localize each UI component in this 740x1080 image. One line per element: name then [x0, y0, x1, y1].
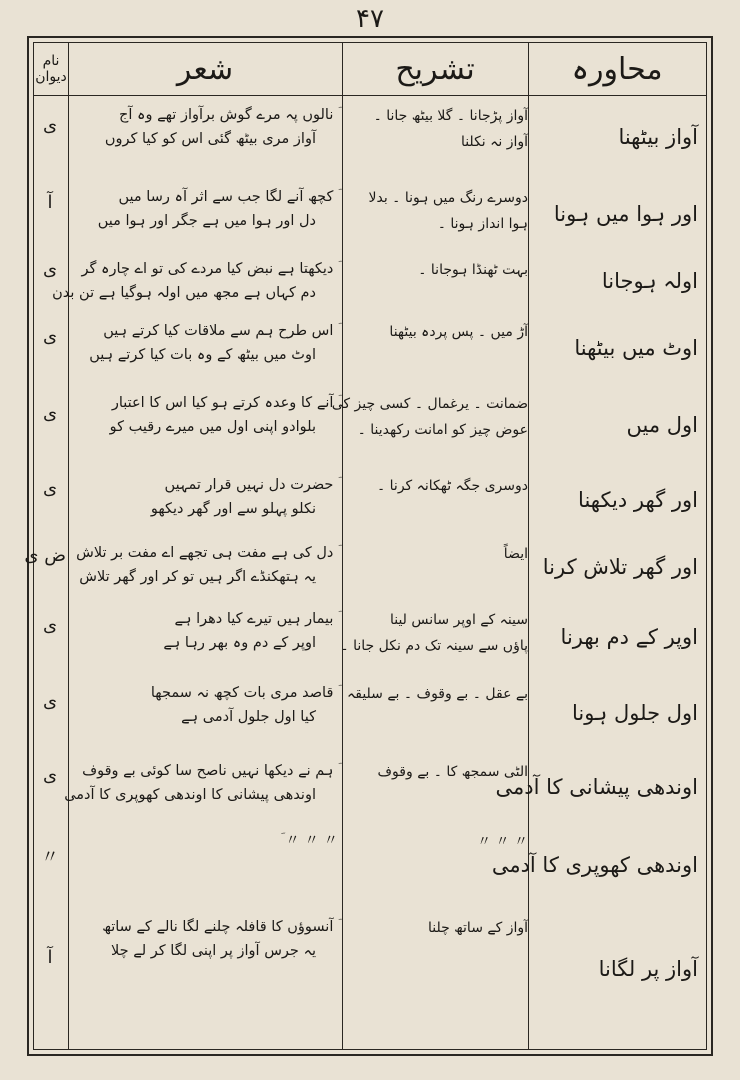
verse-line: ؔ قاصد مری بات کچھ نہ سمجھا [150, 685, 338, 701]
idiom-explanation [354, 185, 528, 237]
verse-line: اوپر کے دم وہ بھر رہا ہے [163, 635, 316, 651]
verse-line: ؔ اس طرح ہم سے ملاقات کیا کرتے ہیں [103, 323, 338, 339]
table-row [34, 181, 706, 251]
verse-line: کیا اول جلول آدمی ہے [181, 709, 316, 725]
table-row [34, 911, 706, 1031]
idiom-explanation [354, 759, 528, 785]
table-row [34, 99, 706, 179]
verse-line: آواز مری بیٹھ گئی اس کو کیا کروں [104, 131, 316, 147]
idiom-explanation [354, 103, 528, 155]
verse-line: ؔ نالوں پہ مرے گوش برآواز تھے وہ آج [119, 107, 338, 123]
verse-line: اوندھی پیشانی کا اوندھی کھوپری کا آدمی [64, 787, 316, 803]
idiom-phrase: اوندھی کھوپری کا آدمی [491, 853, 698, 877]
diwan-marker: 〃 [41, 847, 59, 868]
idiom-explanation [354, 541, 528, 567]
idiom-explanation [340, 607, 528, 659]
explanation-line: بے عقل ۔ بے وقوف ۔ بے سلیقہ [347, 686, 528, 702]
explanation-line: دوسرے رنگ میں ہونا ۔ بدلا [368, 190, 528, 206]
verse-line: یہ ہتھکنڈے اگر ہیں تو کر اور گھر تلاش [79, 569, 316, 585]
explanation-line: پاؤں سے سینہ تک دم نکل جانا ۔ [340, 638, 528, 654]
idiom-explanation [354, 257, 528, 283]
idiom-phrase: اور گھر تلاش کرنا [542, 555, 698, 579]
page-number: ۴۷ [356, 4, 384, 34]
table-row [34, 315, 706, 385]
header-diwan: نام دیوان [35, 53, 67, 85]
diwan-marker: ی [42, 691, 58, 712]
diwan-marker: ی [42, 326, 58, 347]
idiom-phrase: آواز پر لگانا [598, 957, 698, 981]
verse-couplet [70, 915, 338, 963]
verse-line: ؔ آنے کا وعدہ کرتے ہو کیا اس کا اعتبار [111, 395, 338, 411]
idiom-phrase: اور گھر دیکھنا [578, 488, 698, 512]
table-row [34, 603, 706, 675]
table-row [34, 253, 706, 313]
explanation-line: آواز نہ نکلنا [460, 134, 528, 150]
explanation-line: آواز پڑجانا ۔ گلا بیٹھ جانا ۔ [373, 108, 528, 124]
table-row [34, 755, 706, 823]
diwan-marker: ی [42, 615, 58, 636]
diwan-marker: ی [42, 115, 58, 136]
verse-line: ؔ دل کی ہے مفت ہی تجھے اے مفت بر تلاش [76, 545, 338, 561]
diwan-marker: ی [42, 259, 58, 280]
diwan-marker: آ [47, 947, 53, 968]
verse-couplet [70, 473, 338, 521]
explanation-line: بہت ٹھنڈا ہوجانا ۔ [418, 262, 528, 278]
verse-couplet [64, 759, 338, 807]
verse-couplet [70, 829, 338, 853]
idiom-explanation [354, 473, 528, 499]
explanation-line: آواز کے ساتھ چلنا [427, 920, 528, 936]
header-explanation: تشریح [395, 51, 475, 87]
diwan-marker: آ [47, 192, 53, 213]
verse-line: ؔ بیمار ہیں تیرے کیا دھرا ہے [174, 611, 338, 627]
table-row [34, 677, 706, 753]
verse-couplet [70, 607, 338, 655]
header-verse: شعر [176, 51, 234, 87]
verse-line: دل اور ہوا میں ہے جگر اور ہوا میں [97, 213, 316, 229]
verse-couplet [70, 185, 338, 233]
verse-line: 〃 〃 〃 ؔ [280, 833, 338, 849]
verse-couplet [70, 103, 338, 151]
verse-line: ؔ کچھ آنے لگا جب سے اثر آہ رسا میں [118, 189, 338, 205]
header-divider [34, 95, 706, 96]
table-row [24, 537, 706, 601]
verse-line: ؔ حضرت دل نہیں قرار تمہیں [164, 477, 338, 493]
verse-line: دم کہاں ہے مجھ میں اولہ ہوگیا ہے تن بدن [52, 285, 316, 301]
explanation-line: ہوا انداز ہونا ۔ [437, 216, 528, 232]
diwan-marker: ی [42, 478, 58, 499]
verse-line: اوٹ میں بیٹھ کے وہ بات کیا کرتے ہیں [89, 347, 316, 363]
explanation-line: دوسری جگہ ٹھکانہ کرنا ۔ [377, 478, 528, 494]
idiom-phrase: اوپر کے دم بھرنا [560, 625, 698, 649]
idiom-explanation [354, 915, 528, 941]
explanation-line: سینہ کے اوپر سانس لینا [389, 612, 528, 628]
diwan-marker: ی [42, 765, 58, 786]
explanation-line: ایضاً [503, 546, 528, 562]
explanation-line: الٹی سمجھ کا ۔ بے وقوف [377, 764, 528, 780]
diwan-marker: ض ی [24, 545, 66, 566]
verse-line: نکلو پہلو سے اور گھر دیکھو [150, 501, 316, 517]
diwan-marker: ی [42, 403, 58, 424]
explanation-line: 〃 〃 〃 [477, 834, 528, 850]
explanation-line: آڑ میں ۔ پس پردہ بیٹھنا [389, 324, 528, 340]
explanation-line: ضمانت ۔ یرغمال ۔ کسی چیز کی [331, 396, 528, 412]
table-row [34, 469, 706, 535]
verse-line: بلوادو اپنی اول میں میرے رقیب کو [109, 419, 316, 435]
idiom-explanation [347, 681, 528, 707]
table-row [34, 387, 706, 467]
idiom-explanation [331, 391, 528, 443]
idiom-phrase: اول جلول ہونا [571, 701, 698, 725]
idiom-phrase: اول میں [626, 413, 698, 437]
verse-couplet [70, 391, 338, 439]
idiom-phrase: اوندھی پیشانی کا آدمی [495, 775, 698, 799]
verse-couplet [70, 319, 338, 367]
verse-line: ؔ دیکھتا ہے نبض کیا مردے کی تو اے چارہ گر [81, 261, 338, 277]
idiom-explanation [354, 319, 528, 345]
verse-line: ؔ ہم نے دیکھا نہیں ناصح سا کوئی بے وقوف [82, 763, 338, 779]
verse-couplet [52, 257, 338, 305]
verse-line: یہ جرس آواز پر اپنی لگا کر لے چلا [111, 943, 316, 959]
explanation-line: عوض چیز کو امانت رکھدینا ۔ [357, 422, 528, 438]
verse-couplet [70, 541, 338, 589]
table-row [34, 825, 706, 909]
verse-line: ؔ آنسوؤں کا قافلہ چلنے لگا نالے کے ساتھ [102, 919, 338, 935]
idiom-phrase: اولہ ہوجانا [601, 269, 698, 293]
idiom-phrase: اوٹ میں بیٹھنا [574, 336, 698, 360]
idiom-explanation [354, 829, 528, 855]
idiom-phrase: اور ہوا میں ہونا [553, 202, 698, 226]
header-phrase: محاورہ [571, 51, 663, 87]
idiom-table [24, 42, 707, 1050]
idiom-phrase: آواز بیٹھنا [618, 125, 698, 149]
verse-couplet [70, 681, 338, 729]
